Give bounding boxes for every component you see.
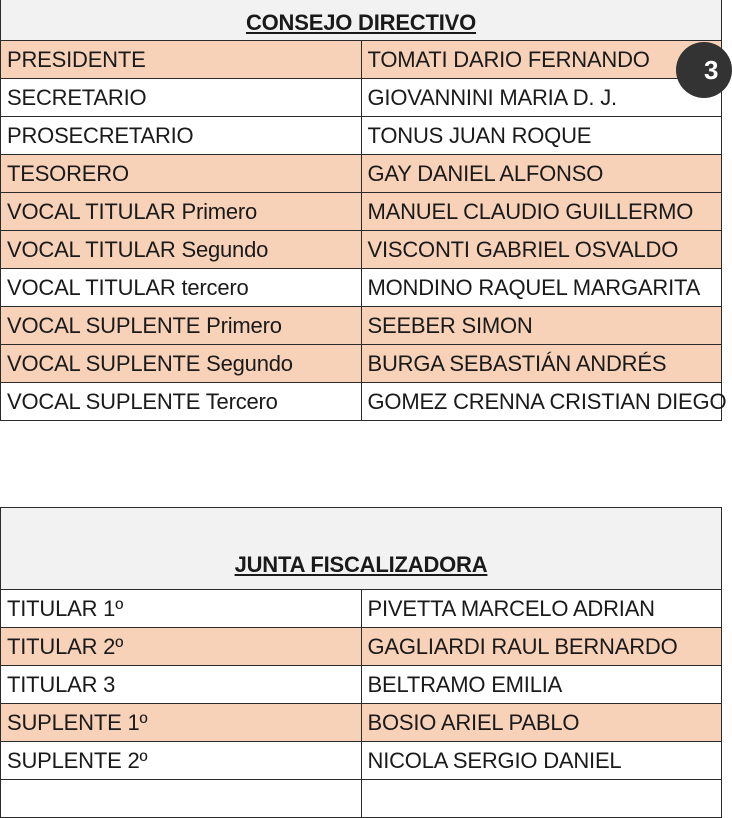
name-cell: NICOLA SERGIO DANIEL [361,742,722,780]
table-row [1,628,722,666]
table-row [1,269,722,307]
name-cell: TOMATI DARIO FERNANDO [361,41,722,79]
role-cell: PRESIDENTE [1,41,362,79]
table-row [1,704,722,742]
name-cell: GOMEZ CRENNA CRISTIAN DIEGO [361,383,722,421]
role-cell: TITULAR 2º [1,628,362,666]
name-cell: BURGA SEBASTIÁN ANDRÉS [361,345,722,383]
role-cell: VOCAL TITULAR Segundo [1,231,362,269]
role-cell: TITULAR 1º [1,590,362,628]
role-cell: VOCAL SUPLENTE Tercero [1,383,362,421]
table-row [1,193,722,231]
table-row [1,780,722,818]
name-cell: BELTRAMO EMILIA [361,666,722,704]
role-cell: TESORERO [1,155,362,193]
role-cell: SUPLENTE 2º [1,742,362,780]
role-cell [1,780,362,818]
table-row [1,41,722,79]
role-cell: VOCAL TITULAR tercero [1,269,362,307]
junta-fiscalizadora-title: JUNTA FISCALIZADORA [1,508,722,590]
table-row [1,345,722,383]
table-header-row [1,508,722,590]
role-cell: TITULAR 3 [1,666,362,704]
table-header-row [1,0,722,41]
table-row [1,117,722,155]
role-cell: PROSECRETARIO [1,117,362,155]
role-cell: VOCAL TITULAR Primero [1,193,362,231]
role-cell: VOCAL SUPLENTE Segundo [1,345,362,383]
name-cell: TONUS JUAN ROQUE [361,117,722,155]
table-row [1,307,722,345]
consejo-directivo-title: CONSEJO DIRECTIVO [1,0,722,41]
name-cell: GAGLIARDI RAUL BERNARDO [361,628,722,666]
role-cell: SECRETARIO [1,79,362,117]
page-number-badge[interactable] [676,42,732,98]
name-cell: PIVETTA MARCELO ADRIAN [361,590,722,628]
junta-fiscalizadora-table [0,507,722,818]
badge-label: 3 [704,54,719,85]
name-cell: MONDINO RAQUEL MARGARITA [361,269,722,307]
role-cell: SUPLENTE 1º [1,704,362,742]
name-cell: MANUEL CLAUDIO GUILLERMO [361,193,722,231]
table-row [1,231,722,269]
table-row [1,155,722,193]
name-cell: GIOVANNINI MARIA D. J. [361,79,722,117]
table-row [1,79,722,117]
name-cell: GAY DANIEL ALFONSO [361,155,722,193]
name-cell: BOSIO ARIEL PABLO [361,704,722,742]
name-cell: SEEBER SIMON [361,307,722,345]
name-cell: VISCONTI GABRIEL OSVALDO [361,231,722,269]
table-row [1,666,722,704]
table-row [1,590,722,628]
role-cell: VOCAL SUPLENTE Primero [1,307,362,345]
table-row [1,383,722,421]
name-cell [361,780,722,818]
table-row [1,742,722,780]
